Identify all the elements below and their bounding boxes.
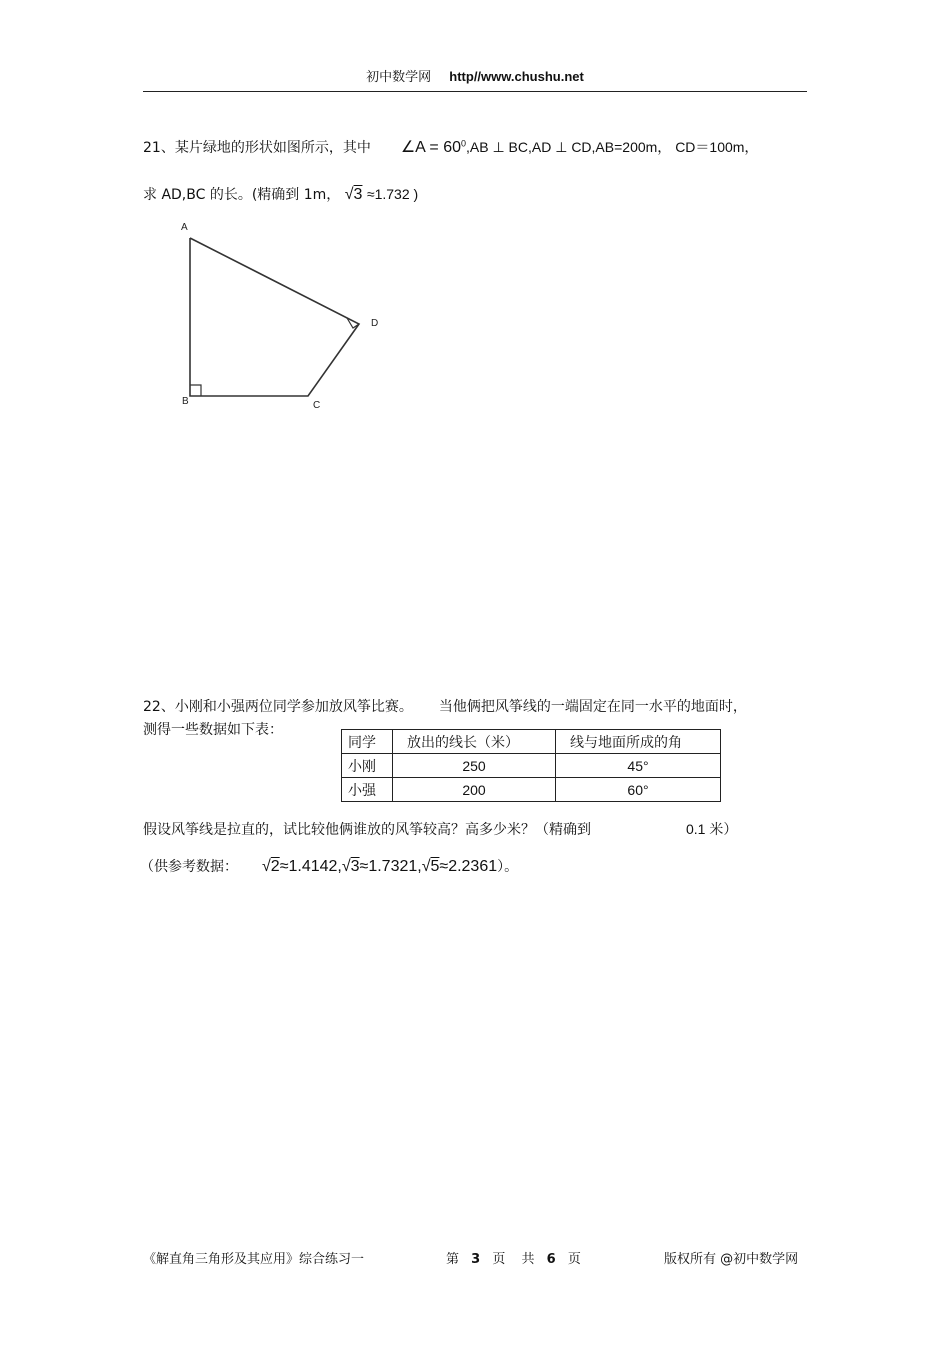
footer-total-unit: 页 <box>567 1252 581 1267</box>
sqrt3-value: ≈1.7321, <box>359 858 422 875</box>
table-header-cell: 放出的线长（米） <box>393 730 556 754</box>
table-cell: 200 <box>393 778 556 802</box>
q22-line3 <box>143 819 591 839</box>
q21-line2 <box>143 184 418 204</box>
footer-page-number: 3 <box>471 1252 481 1267</box>
footer-title: 《解直角三角形及其应用》综合练习一 <box>143 1252 365 1267</box>
sqrt5: √5 <box>421 858 440 875</box>
table-header-row <box>342 730 721 754</box>
kite-data-table <box>341 729 721 802</box>
footer-total-number: 6 <box>546 1252 556 1267</box>
footer-page-label: 第 <box>446 1252 460 1267</box>
quadrilateral-figure <box>160 210 400 420</box>
q22-precision: 0.1 米） <box>686 821 738 837</box>
q21-angle: ∠A = 60 <box>400 139 461 156</box>
q21-sqrt3: √3 <box>344 186 363 203</box>
table-cell: 60° <box>556 778 721 802</box>
q21-degree: 0 <box>461 138 467 149</box>
q22-line2: 测得一些数据如下表： <box>143 722 283 738</box>
q21-conditions: ,AB ⊥ BC,AD ⊥ CD,AB=200m， CD＝100m， <box>466 139 759 155</box>
header-divider <box>143 91 807 92</box>
table-cell: 45° <box>556 754 721 778</box>
q22-line1b: 当他俩把风筝线的一端固定在同一水平的地面时， <box>438 699 747 715</box>
footer-page-unit: 页 <box>492 1252 506 1267</box>
header-site-name: 初中数学网 <box>366 70 432 85</box>
vertex-label-a: A <box>181 222 188 233</box>
q21-approx: ≈1.732 ) <box>366 186 419 202</box>
sqrt2-value: ≈1.4142, <box>279 858 342 875</box>
q22-line1a: 22、小刚和小强两位同学参加放风筝比赛。 <box>143 699 413 715</box>
sqrt3: √3 <box>341 858 360 875</box>
q21-line2-start: 求 AD,BC 的长。(精确到 1m， <box>143 187 341 203</box>
q21-text-start: 21、某片绿地的形状如图所示，其中 <box>143 140 371 156</box>
vertex-label-b: B <box>182 396 189 407</box>
q22-line1 <box>143 696 747 716</box>
table-cell: 250 <box>393 754 556 778</box>
q21-line1 <box>143 137 758 157</box>
footer-total-label: 共 <box>521 1252 535 1267</box>
table-cell: 小刚 <box>342 754 393 778</box>
footer-copyright: 版权所有 @初中数学网 <box>664 1252 799 1267</box>
vertex-label-c: C <box>313 400 321 411</box>
q22-question: 假设风筝线是拉直的，试比较他俩谁放的风筝较高？高多少米？（精确到 <box>143 822 591 838</box>
q22-line4 <box>140 856 518 876</box>
table-header-cell: 线与地面所成的角 <box>556 730 721 754</box>
q22-ref-start: （供参考数据： <box>140 859 238 875</box>
footer-page-info <box>446 1248 581 1267</box>
q22-ref-end: ）。 <box>497 859 519 875</box>
table-row <box>342 778 721 802</box>
right-angle-mark-b <box>190 385 201 396</box>
vertex-label-d: D <box>371 318 379 329</box>
table-row <box>342 754 721 778</box>
table-header-cell: 同学 <box>342 730 393 754</box>
figure-outline <box>190 238 359 396</box>
sqrt2: √2 <box>262 858 280 875</box>
table-cell: 小强 <box>342 778 393 802</box>
header-url[interactable]: http//www.chushu.net <box>449 69 584 84</box>
sqrt5-value: ≈2.2361 <box>439 858 498 875</box>
page-header <box>0 66 950 85</box>
